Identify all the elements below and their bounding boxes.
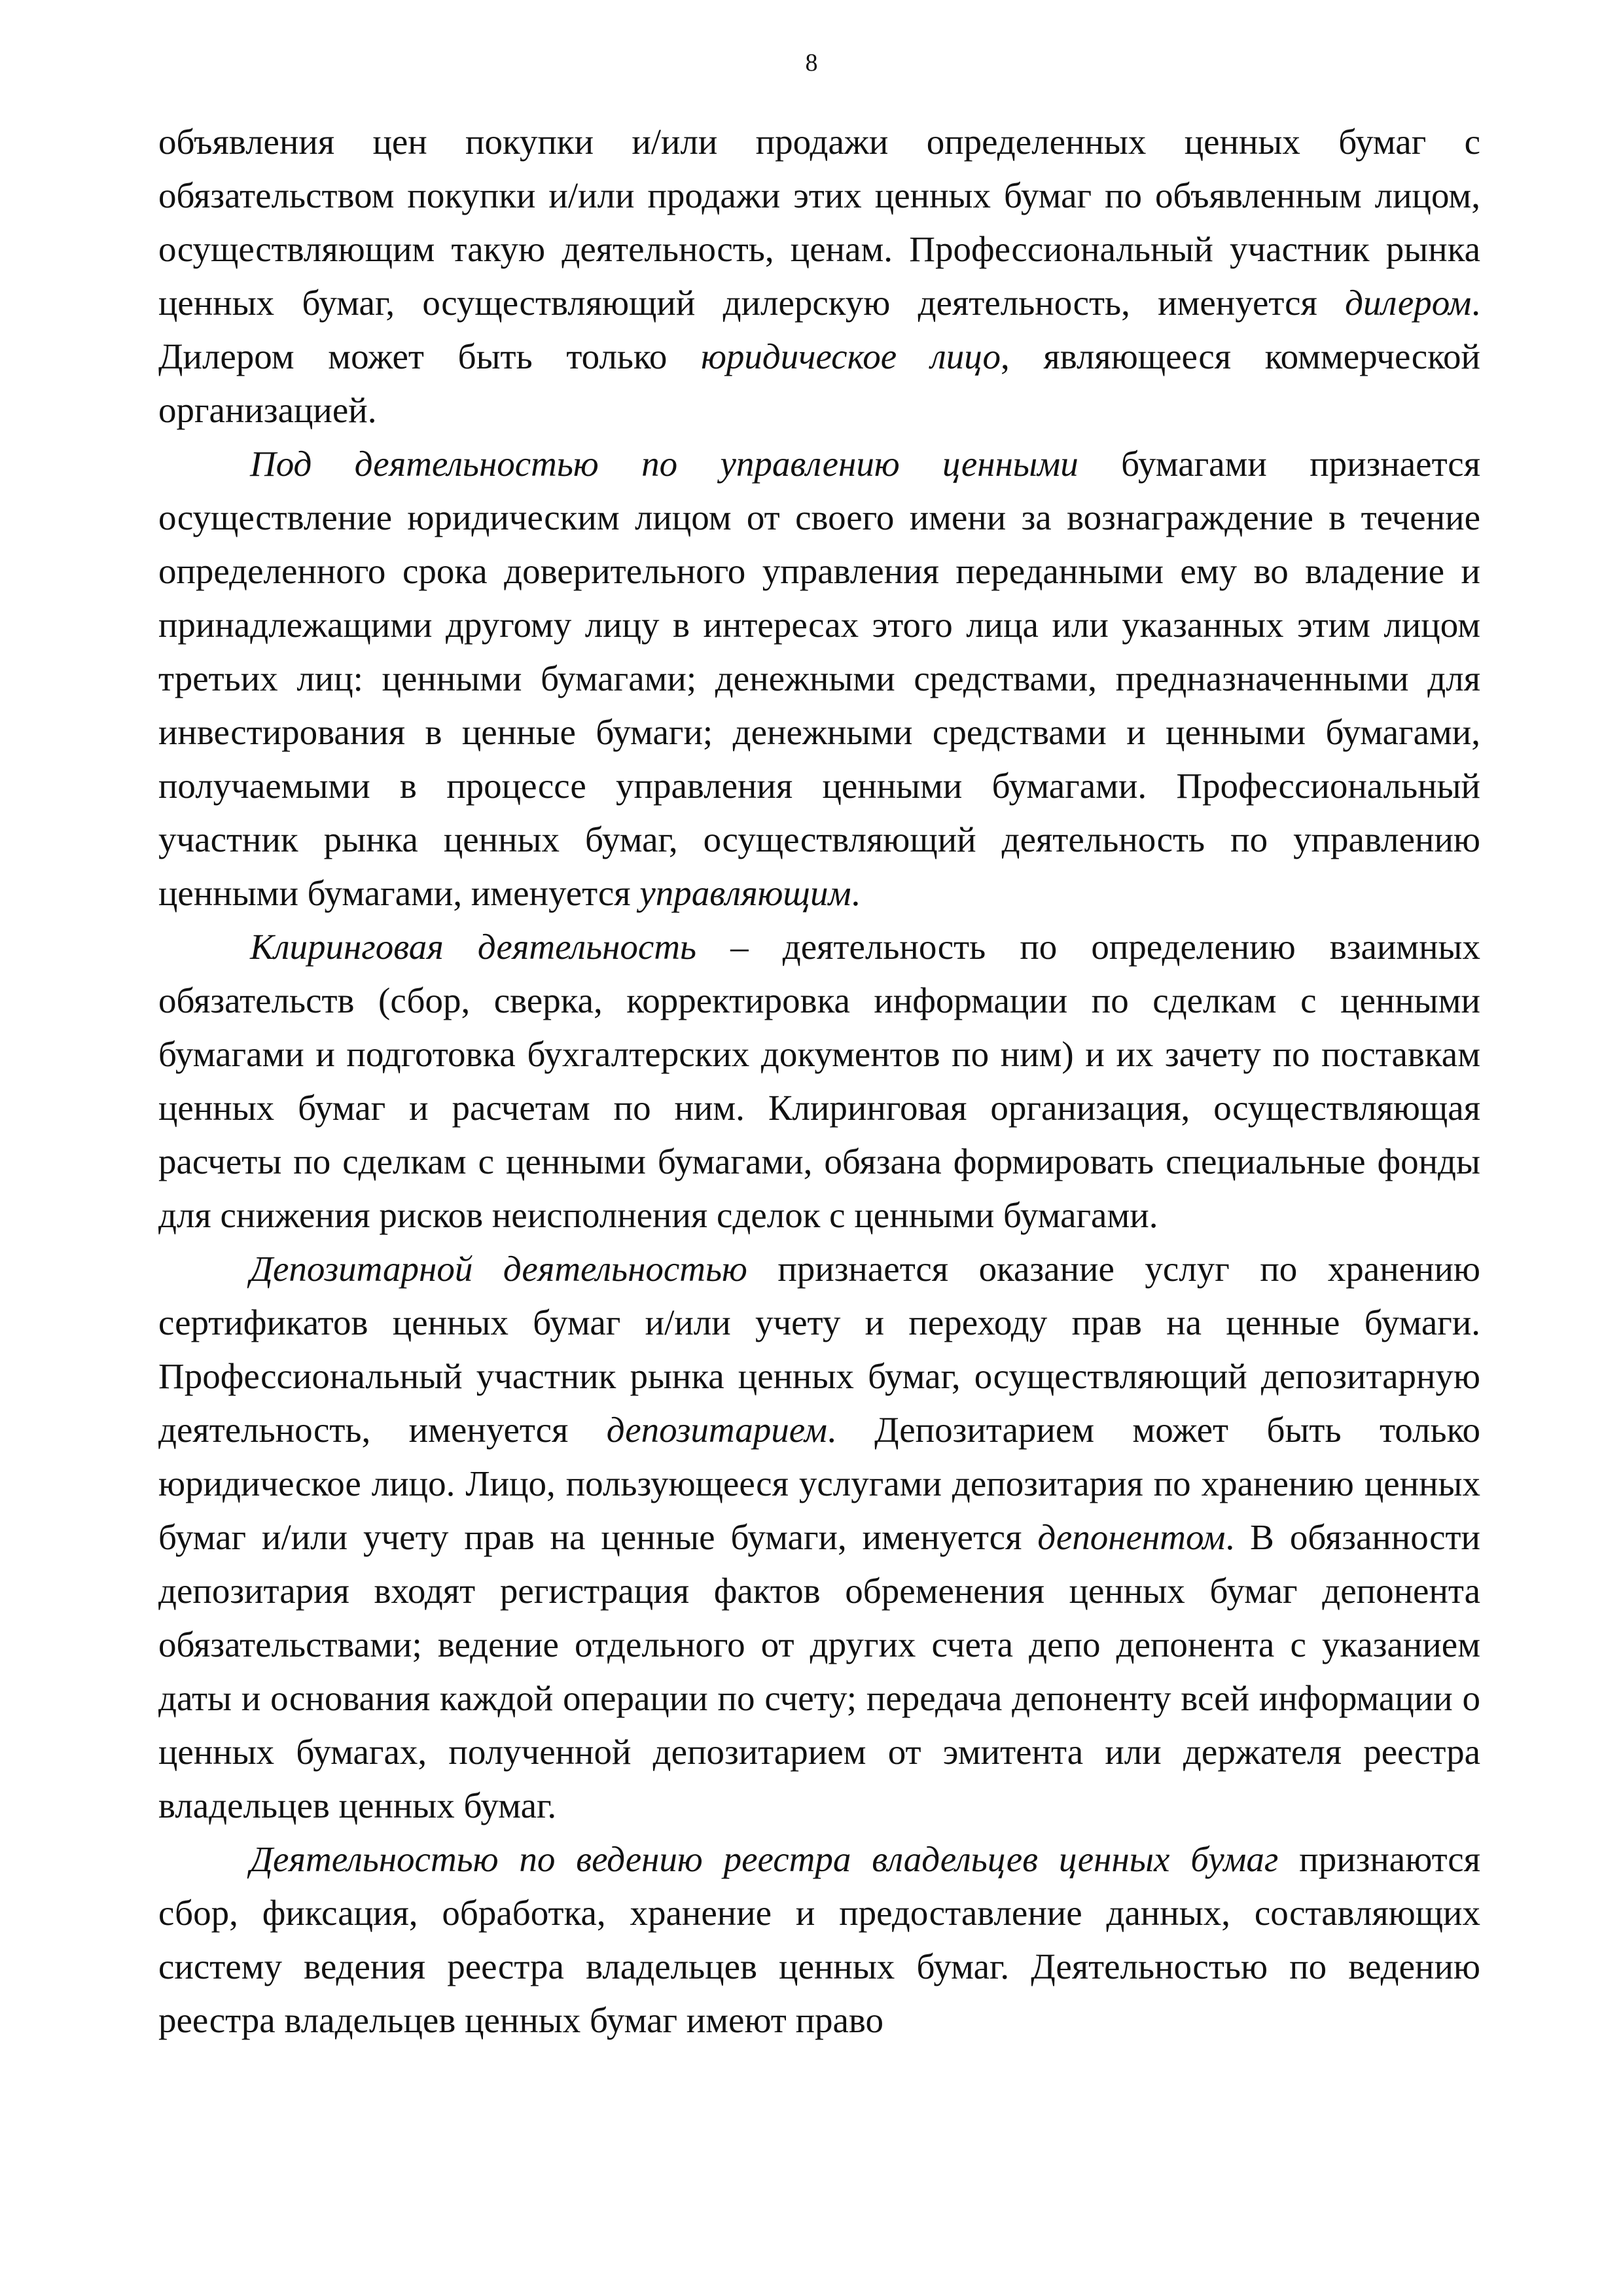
paragraph <box>158 1833 1480 2047</box>
page-number: 8 <box>805 49 818 77</box>
italic-term: Под деятельностью по управлению ценными <box>250 444 1079 484</box>
italic-term: депозитарием <box>606 1410 827 1450</box>
paragraph <box>158 1242 1480 1833</box>
italic-term: управляющим <box>639 873 851 913</box>
italic-term: Депозитарной деятельностью <box>250 1249 747 1289</box>
text-run: , являющееся коммерческой организацией. <box>158 336 1480 430</box>
text-run: . В обязанности депозитария входят регистрация фактов обременения ценных бумаг депонента обязательствами; ведение отдельного от других счета депо депонента с указанием даты и основания каждой операции по счету; передача депоненту всей информации о ценных бумагах, полученной депозитарием от эмитента или держателя реестра владельцев ценных бумаг. <box>158 1517 1480 1825</box>
italic-term: депонентом <box>1037 1517 1226 1557</box>
paragraph <box>158 437 1480 920</box>
body-text <box>158 115 1480 2047</box>
text-run: . Депозитарием может быть только юридическое лицо. Лицо, пользующееся услугами депозитария по хранению ценных бумаг и/или учету прав на ценные бумаги, именуется <box>158 1410 1480 1557</box>
text-run: признается оказание услуг по хранению сертификатов ценных бумаг и/или учету и переходу прав на ценные бумаги. Профессиональный участник рынка ценных бумаг, осуществляющий депозитарную деятельность, именуется <box>158 1249 1481 1450</box>
text-run: . <box>851 873 861 913</box>
italic-term: Деятельностью по ведению реестра владельцев ценных бумаг <box>250 1839 1279 1879</box>
text-run: объявления цен покупки и/или продажи определенных ценных бумаг с обязательством покупки и/или продажи этих ценных бумаг по объявленным лицом, осуществляющим такую деятельность, ценам. Профессиональный участник рынка ценных бумаг, осуществляющий дилерскую деятельность, именуется <box>158 122 1480 323</box>
paragraph <box>158 115 1480 437</box>
italic-term: юридическое лицо <box>701 336 1001 376</box>
paragraph <box>158 920 1480 1242</box>
italic-term: дилером <box>1345 283 1472 323</box>
text-run: . Дилером может быть только <box>158 283 1480 376</box>
italic-term: Клиринговая деятельность <box>250 927 697 967</box>
text-run: признаются сбор, фиксация, обработка, хранение и предоставление данных, составляющих систему ведения реестра владельцев ценных бумаг. Деятельностью по ведению реестра владельцев ценных бумаг имеют право <box>158 1839 1480 2040</box>
text-run: – деятельность по определению взаимных обязательств (сбор, сверка, корректировка информации по сделкам с ценными бумагами и подготовка бухгалтерских документов по ним) и их зачету по поставкам ценных бумаг и расчетам по ним. Клиринговая организация, осуществляющая расчеты по сделкам с ценными бумагами, обязана формировать специальные фонды для снижения рисков неисполнения сделок с ценными бумагами. <box>158 927 1480 1235</box>
text-run: бумагами признается осуществление юридическим лицом от своего имени за вознаграждение в течение определенного срока доверительного управления переданными ему во владение и принадлежащими другому лицу в интересах этого лица или указанных этим лицом третьих лиц: ценными бумагами; денежными средствами, предназначенными для инвестирования в ценные бумаги; денежными средствами и ценными бумагами, получаемыми в процессе управления ценными бумагами. Профессиональный участник рынка ценных бумаг, осуществляющий деятельность по управлению ценными бумагами, именуется <box>158 444 1480 913</box>
